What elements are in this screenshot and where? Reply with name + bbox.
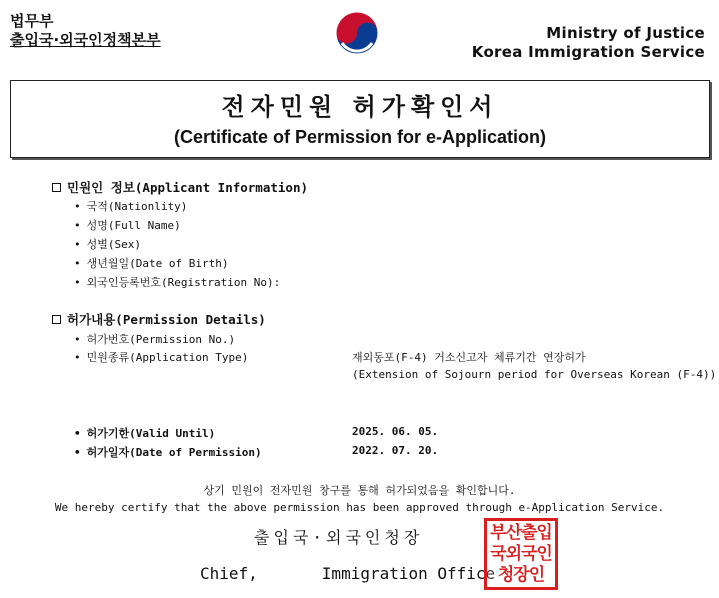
permission-section-heading xyxy=(52,310,266,328)
list-item xyxy=(74,198,187,214)
valid-until-value: 2025. 06. 05. xyxy=(352,425,439,438)
application-type-value-en: (Extension of Sojourn period for Overseas Korean (F-4)) xyxy=(352,368,717,381)
title-box xyxy=(10,80,710,158)
bullet-icon: • xyxy=(74,257,81,270)
immigration-office-text: Immigration Office xyxy=(321,564,496,583)
date-of-permission-value: 2022. 07. 20. xyxy=(352,444,439,457)
header-left xyxy=(10,12,161,50)
header-right xyxy=(472,24,705,62)
list-item xyxy=(74,349,248,365)
seal-line-1: 부산출입 xyxy=(490,523,552,543)
checkbox-square-icon xyxy=(52,315,61,324)
office-name-en xyxy=(200,564,495,583)
list-item xyxy=(74,217,181,233)
bullet-icon: • xyxy=(74,427,81,440)
seal-line-2: 국외국인 xyxy=(490,544,552,564)
full-name-label: 성명(Full Name) xyxy=(86,219,181,232)
list-item xyxy=(74,425,215,441)
date-of-birth-label: 생년월일(Date of Birth) xyxy=(86,257,229,270)
permission-no-label: 허가번호(Permission No.) xyxy=(86,333,236,346)
registration-no-label: 외국인등록번호(Registration No): xyxy=(86,276,281,289)
nationality-label: 국적(Nationlity) xyxy=(86,200,188,213)
valid-until-label: 허가기한(Valid Until) xyxy=(86,427,216,440)
list-item xyxy=(74,331,235,347)
applicant-heading-text: 민원인 정보(Applicant Information) xyxy=(67,180,308,195)
bullet-icon: • xyxy=(74,200,81,213)
checkbox-square-icon xyxy=(52,183,61,192)
bullet-icon: • xyxy=(74,351,81,364)
bullet-icon: • xyxy=(74,276,81,289)
date-of-permission-label: 허가일자(Date of Permission) xyxy=(86,446,262,459)
list-item xyxy=(74,444,262,460)
list-item xyxy=(74,274,280,290)
document-title-en: (Certificate of Permission for e-Application) xyxy=(173,127,547,147)
list-item xyxy=(74,255,228,271)
service-name-ko: 출입국·외국인정책본부 xyxy=(10,31,161,49)
taegeuk-emblem-icon xyxy=(334,10,380,56)
permission-heading-text: 허가내용(Permission Details) xyxy=(67,312,266,327)
sex-label: 성별(Sex) xyxy=(86,238,141,251)
ministry-name-ko: 법무부 xyxy=(10,12,54,30)
document-title-ko: 전자민원 허가확인서 xyxy=(221,93,499,121)
application-type-value: 재외동포(F-4) 거소신고자 체류기간 연장허가 xyxy=(352,351,586,364)
applicant-section-heading xyxy=(52,178,308,196)
certification-text-ko: 상기 민원이 전자민원 창구를 통해 허가되었음을 확인합니다. xyxy=(203,484,516,497)
bullet-icon: • xyxy=(74,333,81,346)
service-name-en: Korea Immigration Service xyxy=(471,43,705,61)
application-type-label: 민원종류(Application Type) xyxy=(86,351,249,364)
list-item xyxy=(74,236,141,252)
ministry-name-en: Ministry of Justice xyxy=(546,24,705,42)
certification-text-en: We hereby certify that the above permission has been approved through e-Application Service. xyxy=(54,501,665,514)
bullet-icon: • xyxy=(74,446,81,459)
official-seal-stamp xyxy=(484,518,558,590)
office-name-ko: 출입국·외국인청장 xyxy=(254,528,424,547)
truncated-next-section xyxy=(18,592,138,598)
chief-title: Chief, xyxy=(200,564,258,583)
bullet-icon: • xyxy=(74,219,81,232)
bullet-icon: • xyxy=(74,238,81,251)
seal-line-3: 청장인 xyxy=(497,565,545,585)
